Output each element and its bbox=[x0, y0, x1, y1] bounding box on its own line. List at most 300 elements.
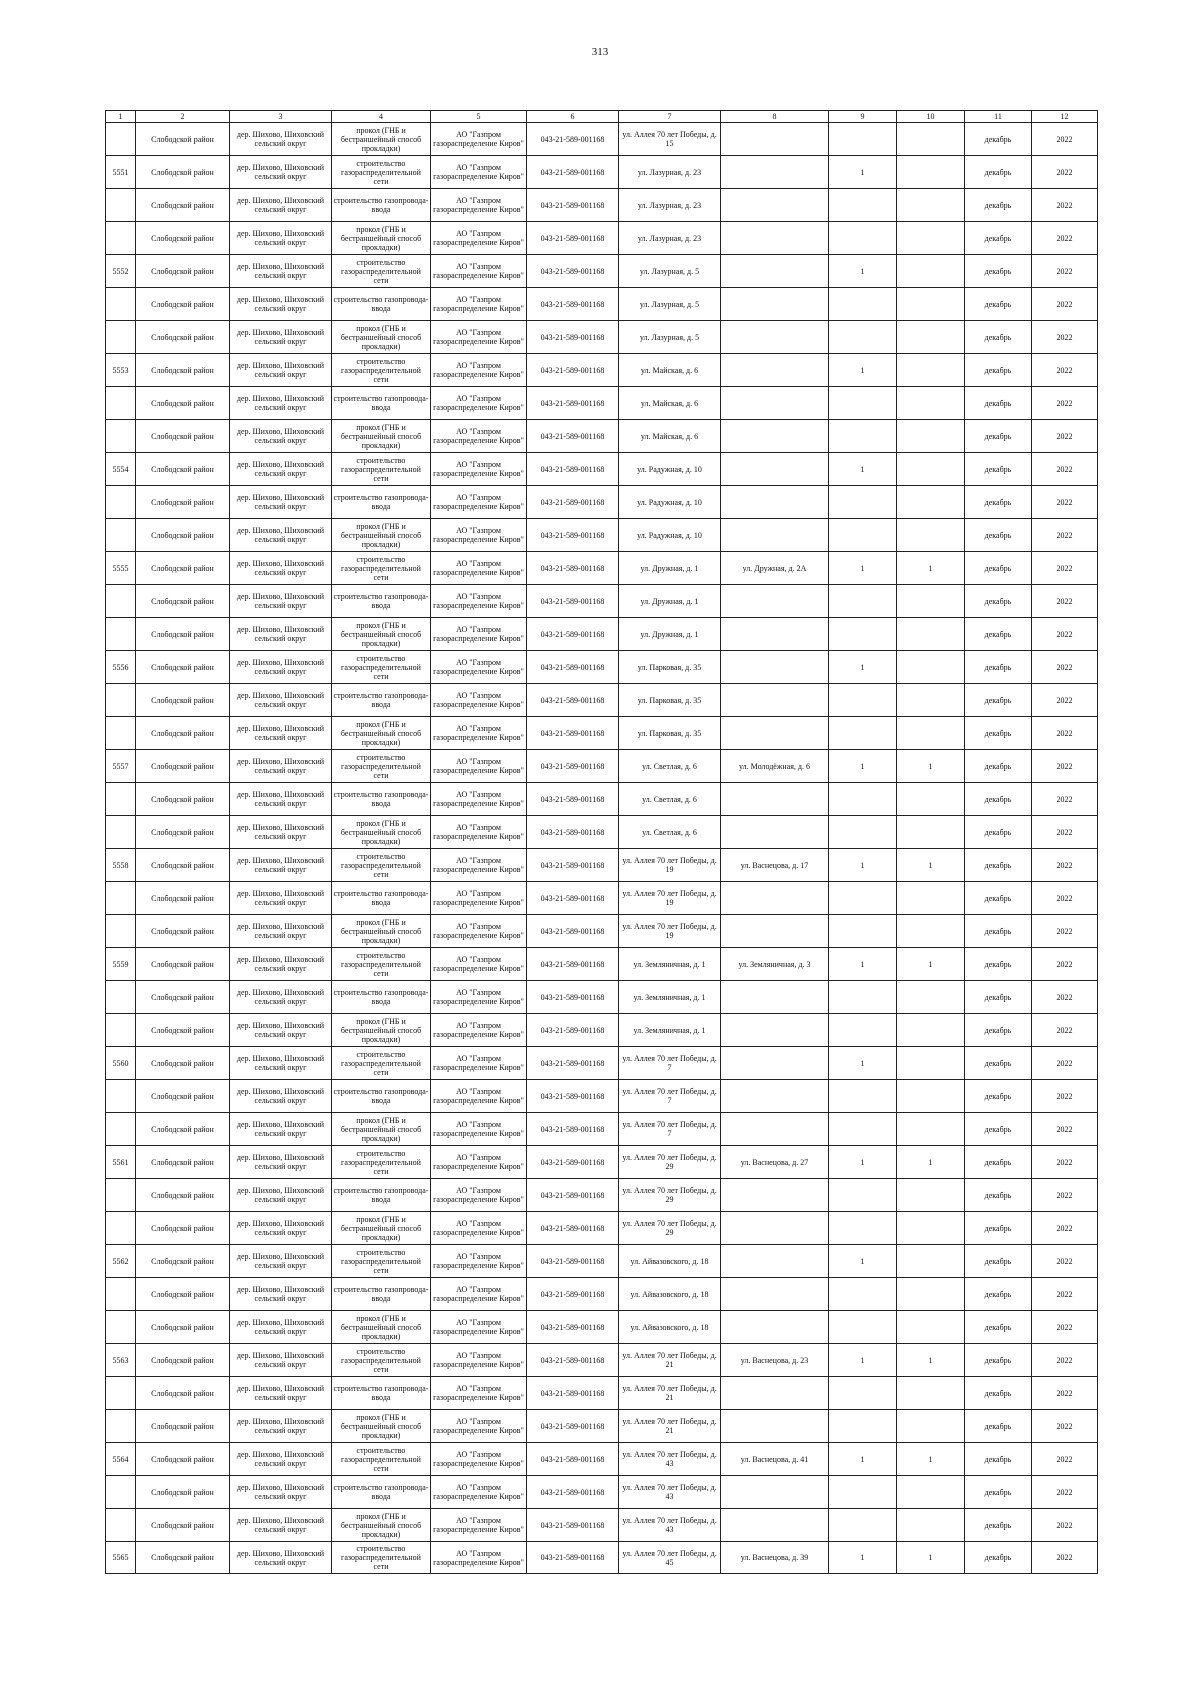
code-cell bbox=[527, 288, 619, 321]
locality-cell-text: дер. Шихово, Шиховский сельский округ bbox=[236, 1450, 325, 1468]
operator-cell bbox=[431, 1443, 527, 1476]
month-cell bbox=[965, 1476, 1032, 1509]
table-row bbox=[106, 717, 1098, 750]
locality-cell-text: дер. Шихово, Шиховский сельский округ bbox=[236, 691, 325, 709]
year-cell-text: 2022 bbox=[1056, 959, 1073, 969]
month-cell bbox=[965, 420, 1032, 453]
count10-cell bbox=[897, 651, 965, 684]
table-row bbox=[106, 750, 1098, 783]
month-cell-text: декабрь bbox=[984, 728, 1012, 738]
table-row bbox=[106, 255, 1098, 288]
address-cell bbox=[619, 1245, 721, 1278]
row-number bbox=[106, 783, 136, 816]
district-cell-text: Слободской район bbox=[151, 1520, 214, 1530]
year-cell-text: 2022 bbox=[1056, 497, 1073, 507]
work-type-cell bbox=[332, 255, 431, 288]
month-cell-text: декабрь bbox=[984, 464, 1012, 474]
count9-cell-text: 1 bbox=[860, 662, 865, 672]
month-cell-text: декабрь bbox=[984, 1025, 1012, 1035]
count9-cell bbox=[829, 1344, 897, 1377]
work-type-cell bbox=[332, 717, 431, 750]
month-cell bbox=[965, 915, 1032, 948]
operator-cell-text: АО "Газпром газораспределение Киров" bbox=[433, 625, 524, 643]
address2-cell bbox=[721, 255, 829, 288]
year-cell bbox=[1032, 1443, 1098, 1476]
table-row bbox=[106, 1146, 1098, 1179]
address2-cell-text: ул. Дружная, д. 2А bbox=[742, 563, 807, 573]
address-cell bbox=[619, 1278, 721, 1311]
address-cell-text: ул. Аллея 70 лет Победы, д. 19 bbox=[622, 922, 717, 940]
code-cell-text: 043-21-589-001168 bbox=[540, 926, 605, 936]
code-cell-text: 043-21-589-001168 bbox=[540, 1091, 605, 1101]
month-cell bbox=[965, 1212, 1032, 1245]
work-type-cell bbox=[332, 354, 431, 387]
month-cell bbox=[965, 750, 1032, 783]
work-type-cell bbox=[332, 222, 431, 255]
table-row bbox=[106, 387, 1098, 420]
count9-cell-text: 1 bbox=[860, 1256, 865, 1266]
count9-cell bbox=[829, 618, 897, 651]
work-type-cell-text: строительство газораспределительной сети bbox=[341, 455, 421, 483]
year-cell bbox=[1032, 981, 1098, 1014]
row-number bbox=[106, 816, 136, 849]
month-cell bbox=[965, 189, 1032, 222]
code-cell bbox=[527, 750, 619, 783]
year-cell bbox=[1032, 1344, 1098, 1377]
operator-cell bbox=[431, 1113, 527, 1146]
count10-cell bbox=[897, 1476, 965, 1509]
code-cell bbox=[527, 618, 619, 651]
address2-cell bbox=[721, 189, 829, 222]
count9-cell bbox=[829, 321, 897, 354]
address2-cell bbox=[721, 1179, 829, 1212]
year-cell-text: 2022 bbox=[1056, 134, 1073, 144]
locality-cell-text: дер. Шихово, Шиховский сельский округ bbox=[236, 1483, 325, 1501]
work-type-cell-text: строительство газораспределительной сети bbox=[341, 1247, 421, 1275]
locality-cell-text: дер. Шихово, Шиховский сельский округ bbox=[236, 1219, 325, 1237]
year-cell bbox=[1032, 816, 1098, 849]
locality-cell bbox=[230, 552, 332, 585]
address-cell-text: ул. Майская, д. 6 bbox=[640, 431, 699, 441]
count9-cell bbox=[829, 420, 897, 453]
count9-cell bbox=[829, 1245, 897, 1278]
address-cell-text: ул. Аллея 70 лет Победы, д. 45 bbox=[622, 1548, 717, 1567]
work-type-cell bbox=[332, 1542, 431, 1574]
row-number-text: 5557 bbox=[112, 761, 129, 771]
table-row bbox=[106, 1047, 1098, 1080]
code-cell bbox=[527, 255, 619, 288]
code-cell bbox=[527, 354, 619, 387]
year-cell bbox=[1032, 1410, 1098, 1443]
address-cell-text: ул. Аллея 70 лет Победы, д. 21 bbox=[622, 1384, 717, 1402]
district-cell-text: Слободской район bbox=[151, 860, 214, 870]
district-cell-text: Слободской район bbox=[151, 761, 214, 771]
operator-cell-text: АО "Газпром газораспределение Киров" bbox=[433, 460, 524, 478]
code-cell-text: 043-21-589-001168 bbox=[540, 893, 605, 903]
count10-cell bbox=[897, 981, 965, 1014]
district-cell-text: Слободской район bbox=[151, 827, 214, 837]
count9-cell-text: 1 bbox=[860, 1355, 865, 1365]
month-cell-text: декабрь bbox=[984, 926, 1012, 936]
operator-cell-text: АО "Газпром газораспределение Киров" bbox=[433, 1252, 524, 1270]
locality-cell-text: дер. Шихово, Шиховский сельский округ bbox=[236, 1417, 325, 1435]
row-number bbox=[106, 684, 136, 717]
work-type-cell bbox=[332, 915, 431, 948]
row-number bbox=[106, 222, 136, 255]
year-cell bbox=[1032, 156, 1098, 189]
month-cell-text: декабрь bbox=[984, 893, 1012, 903]
district-cell bbox=[136, 981, 230, 1014]
year-cell-text: 2022 bbox=[1056, 233, 1073, 243]
address2-cell bbox=[721, 882, 829, 915]
month-cell-text: декабрь bbox=[984, 233, 1012, 243]
year-cell-text: 2022 bbox=[1056, 1223, 1073, 1233]
month-cell-text: декабрь bbox=[984, 959, 1012, 969]
address2-cell bbox=[721, 1311, 829, 1344]
count10-cell bbox=[897, 1311, 965, 1344]
locality-cell-text: дер. Шихово, Шиховский сельский округ bbox=[236, 130, 325, 148]
operator-cell bbox=[431, 1047, 527, 1080]
count9-cell bbox=[829, 585, 897, 618]
count10-cell bbox=[897, 420, 965, 453]
month-cell bbox=[965, 1047, 1032, 1080]
count9-cell-text: 1 bbox=[860, 464, 865, 474]
work-type-cell-text: прокол (ГНБ и бестраншейный способ прокладки) bbox=[340, 422, 422, 450]
address-cell-text: ул. Аллея 70 лет Победы, д. 7 bbox=[622, 1120, 717, 1138]
year-cell bbox=[1032, 1278, 1098, 1311]
address-cell bbox=[619, 1443, 721, 1476]
locality-cell bbox=[230, 519, 332, 552]
month-cell bbox=[965, 1080, 1032, 1113]
address-cell-text: ул. Светлая, д. 6 bbox=[642, 794, 697, 804]
column-header: 6 bbox=[527, 111, 619, 123]
locality-cell-text: дер. Шихово, Шиховский сельский округ bbox=[236, 295, 325, 313]
code-cell-text: 043-21-589-001168 bbox=[540, 596, 605, 606]
row-number bbox=[106, 453, 136, 486]
count9-cell bbox=[829, 882, 897, 915]
locality-cell-text: дер. Шихово, Шиховский сельский округ bbox=[236, 1186, 325, 1204]
address-cell-text: ул. Земляничная, д. 1 bbox=[633, 992, 706, 1002]
row-number bbox=[106, 1278, 136, 1311]
locality-cell bbox=[230, 255, 332, 288]
address-cell bbox=[619, 1014, 721, 1047]
count9-cell bbox=[829, 189, 897, 222]
district-cell bbox=[136, 288, 230, 321]
address2-cell bbox=[721, 1443, 829, 1476]
row-number-text: 5565 bbox=[112, 1553, 129, 1562]
operator-cell-text: АО "Газпром газораспределение Киров" bbox=[433, 1054, 524, 1072]
row-number bbox=[106, 354, 136, 387]
table-row bbox=[106, 1344, 1098, 1377]
month-cell bbox=[965, 1377, 1032, 1410]
count10-cell bbox=[897, 288, 965, 321]
address-cell-text: ул. Дружная, д. 1 bbox=[640, 563, 699, 573]
district-cell bbox=[136, 1509, 230, 1542]
operator-cell bbox=[431, 1080, 527, 1113]
operator-cell-text: АО "Газпром газораспределение Киров" bbox=[433, 559, 524, 577]
work-type-cell-text: строительство газораспределительной сети bbox=[341, 950, 421, 978]
locality-cell bbox=[230, 651, 332, 684]
count9-cell bbox=[829, 1443, 897, 1476]
operator-cell-text: АО "Газпром газораспределение Киров" bbox=[433, 592, 524, 610]
year-cell-text: 2022 bbox=[1056, 1124, 1073, 1134]
work-type-cell bbox=[332, 981, 431, 1014]
operator-cell bbox=[431, 915, 527, 948]
work-type-cell bbox=[332, 783, 431, 816]
district-cell bbox=[136, 750, 230, 783]
code-cell bbox=[527, 783, 619, 816]
work-type-cell-text: строительство газопровода-ввода bbox=[333, 1483, 429, 1501]
district-cell-text: Слободской район bbox=[151, 695, 214, 705]
code-cell bbox=[527, 453, 619, 486]
table-row bbox=[106, 1542, 1098, 1574]
address2-cell bbox=[721, 816, 829, 849]
address-cell bbox=[619, 387, 721, 420]
month-cell-text: декабрь bbox=[984, 200, 1012, 210]
row-number bbox=[106, 1113, 136, 1146]
month-cell-text: декабрь bbox=[984, 827, 1012, 837]
work-type-cell-text: прокол (ГНБ и бестраншейный способ прокладки) bbox=[340, 1313, 422, 1341]
year-cell-text: 2022 bbox=[1056, 1025, 1073, 1035]
district-cell-text: Слободской район bbox=[151, 167, 214, 177]
address2-cell bbox=[721, 1344, 829, 1377]
column-header: 1 bbox=[106, 111, 136, 123]
code-cell bbox=[527, 1278, 619, 1311]
district-cell-text: Слободской район bbox=[151, 893, 214, 903]
row-number bbox=[106, 156, 136, 189]
code-cell-text: 043-21-589-001168 bbox=[540, 695, 605, 705]
month-cell bbox=[965, 684, 1032, 717]
month-cell bbox=[965, 255, 1032, 288]
operator-cell bbox=[431, 222, 527, 255]
operator-cell-text: АО "Газпром газораспределение Киров" bbox=[433, 1120, 524, 1138]
operator-cell-text: АО "Газпром газораспределение Киров" bbox=[433, 658, 524, 676]
district-cell bbox=[136, 1278, 230, 1311]
month-cell bbox=[965, 156, 1032, 189]
month-cell bbox=[965, 387, 1032, 420]
address2-cell bbox=[721, 1212, 829, 1245]
year-cell-text: 2022 bbox=[1056, 1256, 1073, 1266]
locality-cell-text: дер. Шихово, Шиховский сельский округ bbox=[236, 625, 325, 643]
work-type-cell bbox=[332, 486, 431, 519]
address2-cell bbox=[721, 1080, 829, 1113]
operator-cell bbox=[431, 354, 527, 387]
operator-cell bbox=[431, 717, 527, 750]
count10-cell bbox=[897, 1245, 965, 1278]
table-row bbox=[106, 222, 1098, 255]
month-cell-text: декабрь bbox=[984, 1322, 1012, 1332]
month-cell bbox=[965, 651, 1032, 684]
address2-cell bbox=[721, 915, 829, 948]
address2-cell bbox=[721, 1245, 829, 1278]
year-cell-text: 2022 bbox=[1056, 299, 1073, 309]
count10-cell bbox=[897, 123, 965, 156]
year-cell-text: 2022 bbox=[1056, 761, 1073, 771]
row-number bbox=[106, 1245, 136, 1278]
locality-cell bbox=[230, 585, 332, 618]
district-cell bbox=[136, 453, 230, 486]
address-cell bbox=[619, 1179, 721, 1212]
code-cell-text: 043-21-589-001168 bbox=[540, 860, 605, 870]
code-cell-text: 043-21-589-001168 bbox=[540, 1190, 605, 1200]
district-cell-text: Слободской район bbox=[151, 629, 214, 639]
locality-cell bbox=[230, 849, 332, 882]
count9-cell bbox=[829, 1179, 897, 1212]
address-cell bbox=[619, 354, 721, 387]
address-cell bbox=[619, 585, 721, 618]
code-cell bbox=[527, 915, 619, 948]
locality-cell bbox=[230, 1113, 332, 1146]
row-number bbox=[106, 1311, 136, 1344]
operator-cell-text: АО "Газпром газораспределение Киров" bbox=[433, 1285, 524, 1303]
address-cell bbox=[619, 255, 721, 288]
row-number bbox=[106, 255, 136, 288]
month-cell bbox=[965, 453, 1032, 486]
count10-cell bbox=[897, 750, 965, 783]
address-cell bbox=[619, 849, 721, 882]
locality-cell-text: дер. Шихово, Шиховский сельский округ bbox=[236, 658, 325, 676]
code-cell bbox=[527, 1476, 619, 1509]
work-type-cell bbox=[332, 585, 431, 618]
address-cell bbox=[619, 1146, 721, 1179]
address-cell-text: ул. Аллея 70 лет Победы, д. 19 bbox=[622, 856, 717, 874]
district-cell bbox=[136, 387, 230, 420]
work-type-cell bbox=[332, 123, 431, 156]
locality-cell-text: дер. Шихово, Шиховский сельский округ bbox=[236, 394, 325, 412]
year-cell-text: 2022 bbox=[1056, 530, 1073, 540]
district-cell-text: Слободской район bbox=[151, 926, 214, 936]
address-cell-text: ул. Радужная, д. 10 bbox=[637, 530, 702, 540]
month-cell-text: декабрь bbox=[984, 1487, 1012, 1497]
district-cell-text: Слободской район bbox=[151, 530, 214, 540]
code-cell bbox=[527, 1146, 619, 1179]
district-cell-text: Слободской район bbox=[151, 266, 214, 276]
operator-cell bbox=[431, 486, 527, 519]
operator-cell bbox=[431, 981, 527, 1014]
table-row bbox=[106, 1179, 1098, 1212]
work-type-cell-text: строительство газопровода-ввода bbox=[333, 493, 429, 511]
code-cell-text: 043-21-589-001168 bbox=[540, 332, 605, 342]
table-row bbox=[106, 651, 1098, 684]
year-cell bbox=[1032, 948, 1098, 981]
count10-cell-text: 1 bbox=[928, 860, 933, 870]
address-cell-text: ул. Айвазовского, д. 18 bbox=[630, 1256, 709, 1266]
locality-cell-text: дер. Шихово, Шиховский сельский округ bbox=[236, 1285, 325, 1303]
locality-cell bbox=[230, 1212, 332, 1245]
locality-cell-text: дер. Шихово, Шиховский сельский округ bbox=[236, 460, 325, 478]
row-number bbox=[106, 1410, 136, 1443]
code-cell-text: 043-21-589-001168 bbox=[540, 134, 605, 144]
operator-cell-text: АО "Газпром газораспределение Киров" bbox=[433, 526, 524, 544]
code-cell bbox=[527, 684, 619, 717]
table-row bbox=[106, 585, 1098, 618]
year-cell-text: 2022 bbox=[1056, 1355, 1073, 1365]
address-cell-text: ул. Светлая, д. 6 bbox=[642, 827, 697, 837]
count10-cell bbox=[897, 387, 965, 420]
code-cell bbox=[527, 1344, 619, 1377]
code-cell bbox=[527, 816, 619, 849]
count10-cell bbox=[897, 1377, 965, 1410]
work-type-cell-text: строительство газораспределительной сети bbox=[341, 356, 421, 384]
work-type-cell-text: строительство газораспределительной сети bbox=[341, 1148, 421, 1176]
address-cell bbox=[619, 1212, 721, 1245]
operator-cell-text: АО "Газпром газораспределение Киров" bbox=[433, 1516, 524, 1534]
operator-cell-text: АО "Газпром газораспределение Киров" bbox=[433, 1417, 524, 1435]
locality-cell bbox=[230, 453, 332, 486]
district-cell bbox=[136, 1542, 230, 1574]
work-type-cell-text: прокол (ГНБ и бестраншейный способ прокладки) bbox=[340, 917, 422, 945]
operator-cell bbox=[431, 420, 527, 453]
work-type-cell-text: прокол (ГНБ и бестраншейный способ прокладки) bbox=[340, 1214, 422, 1242]
locality-cell-text: дер. Шихово, Шиховский сельский округ bbox=[236, 1252, 325, 1270]
locality-cell bbox=[230, 1278, 332, 1311]
year-cell-text: 2022 bbox=[1056, 1553, 1073, 1562]
locality-cell-text: дер. Шихово, Шиховский сельский округ bbox=[236, 526, 325, 544]
year-cell-text: 2022 bbox=[1056, 596, 1073, 606]
code-cell-text: 043-21-589-001168 bbox=[540, 497, 605, 507]
work-type-cell-text: прокол (ГНБ и бестраншейный способ прокладки) bbox=[340, 818, 422, 846]
code-cell bbox=[527, 1443, 619, 1476]
address-cell-text: ул. Аллея 70 лет Победы, д. 21 bbox=[622, 1351, 717, 1369]
address-cell bbox=[619, 1113, 721, 1146]
code-cell bbox=[527, 222, 619, 255]
row-number bbox=[106, 123, 136, 156]
table-row bbox=[106, 1014, 1098, 1047]
district-cell bbox=[136, 552, 230, 585]
month-cell-text: декабрь bbox=[984, 1388, 1012, 1398]
count9-cell bbox=[829, 387, 897, 420]
operator-cell-text: АО "Газпром газораспределение Киров" bbox=[433, 262, 524, 280]
row-number bbox=[106, 1212, 136, 1245]
count10-cell-text: 1 bbox=[928, 761, 933, 771]
row-number bbox=[106, 1476, 136, 1509]
work-type-cell-text: строительство газораспределительной сети bbox=[341, 653, 421, 681]
page-number: 313 bbox=[591, 46, 609, 58]
year-cell bbox=[1032, 288, 1098, 321]
locality-cell-text: дер. Шихово, Шиховский сельский округ bbox=[236, 955, 325, 973]
address-cell bbox=[619, 123, 721, 156]
address-cell bbox=[619, 288, 721, 321]
address-cell-text: ул. Дружная, д. 1 bbox=[640, 629, 699, 639]
address-cell-text: ул. Майская, д. 6 bbox=[640, 398, 699, 408]
code-cell-text: 043-21-589-001168 bbox=[540, 1289, 605, 1299]
year-cell-text: 2022 bbox=[1056, 1388, 1073, 1398]
district-cell-text: Слободской район bbox=[151, 464, 214, 474]
work-type-cell-text: строительство газопровода-ввода bbox=[333, 1384, 429, 1402]
row-number bbox=[106, 1080, 136, 1113]
address-cell-text: ул. Земляничная, д. 1 bbox=[633, 1025, 706, 1035]
row-number-text: 5555 bbox=[112, 563, 129, 573]
work-type-cell-text: строительство газораспределительной сети bbox=[341, 257, 421, 285]
district-cell bbox=[136, 1113, 230, 1146]
count9-cell bbox=[829, 486, 897, 519]
operator-cell bbox=[431, 1509, 527, 1542]
count9-cell bbox=[829, 849, 897, 882]
count10-cell bbox=[897, 189, 965, 222]
address-cell bbox=[619, 618, 721, 651]
month-cell bbox=[965, 1245, 1032, 1278]
month-cell bbox=[965, 519, 1032, 552]
address-cell bbox=[619, 1047, 721, 1080]
month-cell bbox=[965, 816, 1032, 849]
count9-cell bbox=[829, 981, 897, 1014]
address2-cell bbox=[721, 684, 829, 717]
month-cell-text: декабрь bbox=[984, 662, 1012, 672]
year-cell-text: 2022 bbox=[1056, 1091, 1073, 1101]
count9-cell bbox=[829, 783, 897, 816]
year-cell-text: 2022 bbox=[1056, 1322, 1073, 1332]
district-cell-text: Слободской район bbox=[151, 662, 214, 672]
